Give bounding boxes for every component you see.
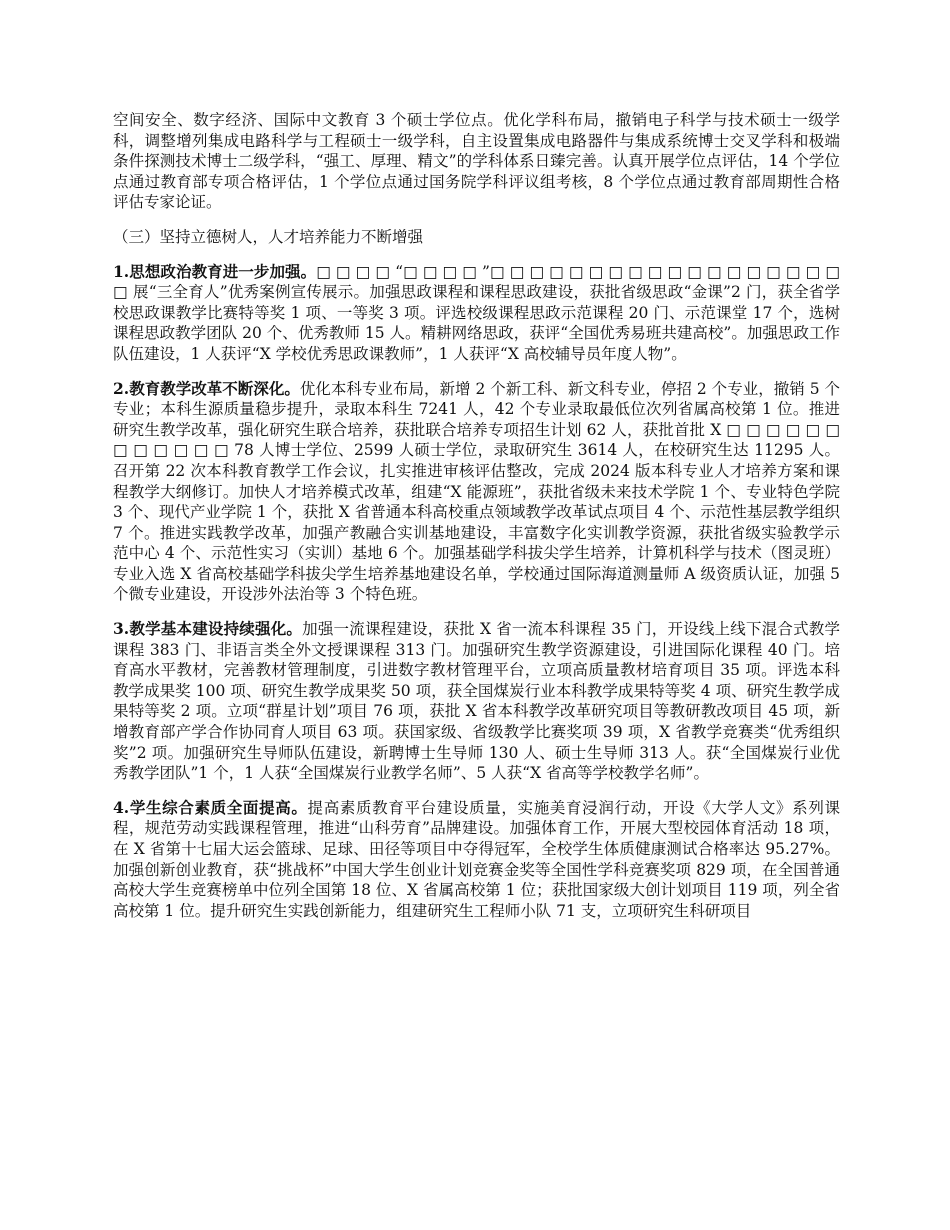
paragraph-body: 加强一流课程建设，获批 X 省一流本科课程 35 门，开设线上线下混合式教学课程 383 门、非语言类全外文授课课程 313 门。加强研究生教学资源建设，引进国际化课程 40 门。培育高水平教材，完善教材管理制度，引进数字教材管理平台，立项高质量教材培育项目 35 项。评选本科教学成果奖 100 项、研究生教学成果奖 50 项，获全国煤炭行业本科教学成果特等奖 4 项、研究生教学成果特等奖 2 项。立项“群星计划”项目 76 项，获批 X 省本科教学改革研究项目等教研教改项目 45 项，新增教育部产学合作协同育人项目 63 项。获国家级、省级教学比赛奖项 39 项，X 省教学竞赛类“优秀组织奖”2 项。加强研究生导师队伍建设，新聘博士生导师 130 人、硕士生导师 313 人。获“全国煤炭行业优秀教学团队”1 个，1 人获“全国煤炭行业教学名师”、5 人获“X 省高等学校教学名师”。 bbox=[113, 620, 840, 783]
paragraph-teaching-reform bbox=[113, 379, 840, 606]
paragraph-lead: 2.教育教学改革不断深化。 bbox=[113, 378, 300, 398]
paragraph-lead: 4.学生综合素质全面提高。 bbox=[113, 797, 308, 817]
paragraph-lead: 1.思想政治教育进一步加强。 bbox=[113, 261, 317, 281]
paragraph-body: 提高素质教育平台建设质量，实施美育浸润行动，开设《大学人文》系列课程，规范劳动实践课程管理，推进“山科劳育”品牌建设。加强体育工作，开展大型校园体育活动 18 项，在 X 省第十七届大运会篮球、足球、田径等项目中夺得冠军，全校学生体质健康测试合格率达 95.27%。加强创新创业教育，获“挑战杯”中国大学生创业计划竞赛金奖等全国性学科竞赛奖项 829 项，在全国普通高校大学生竞赛榜单中位列全国第 18 位、X 省属高校第 1 位；获批国家级大创计划项目 119 项，列全省高校第 1 位。提升研究生实践创新能力，组建研究生工程师小队 71 支，立项研究生科研项目 bbox=[113, 798, 840, 920]
paragraph-body: 优化本科专业布局，新增 2 个新工科、新文科专业，停招 2 个专业，撤销 5 个专业；本科生源质量稳步提升，录取本科生 7241 人，42 个专业录取最低位次列省属高校第 1 位。推进研究生教学改革，强化研究生联合培养，获批联合培养专项招生计划 62 人，获批首批 X □ □ □ □ □ □ □ □ □ □ □ □ 78 人博士学位、2599 人硕士学位，录取研究生 3614 人，在校研究生达 11295 人。召开第 22 次本科教育教学工作会议，扎实推进审核评估整改，完成 2024 版本科专业人才培养方案和课程教学大纲修订。加快人才培养模式改革，组建“X 能源班”，获批省级未来技术学院 1 个、专业特色学院 3 个、现代产业学院 1 个，获批 X 省普通本科高校重点领域教学改革试点项目 4 个、示范性基层教学组织 7 个。推进实践教学改革，加强产教融合实训基地建设，丰富数字化实训教学资源，获批省级实验教学示范中心 4 个、示范性实习（实训）基地 6 个。加强基础学科拔尖学生培养，计算机科学与技术（图灵班）专业入选 X 省高校基础学科拔尖学生培养基地建设名单，学校通过国际海道测量师 A 级资质认证，加强 5 个微专业建设，开设涉外法治等 3 个特色班。 bbox=[113, 379, 841, 604]
document-page bbox=[113, 110, 840, 935]
paragraph-body: □ □ □ □ “□ □ □ □ ”□ □ □ □ □ □ □ □ □ □ □ □ □ □ □ □ □ □ □ 展“三全育人”优秀案例宣传展示。加强思政课程和课程思政建设，获批省级思政“金课”2 门，获全省学校思政课教学比赛特等奖 1 项、一等奖 3 项。评选校级课程思政示范课程 20 门、示范课堂 17 个，选树课程思政教学团队 20 个、优秀教师 15 人。精耕网络思政，获评“全国优秀易班共建高校”。加强思政工作队伍建设，1 人获评“X 学校优秀思政课教师”，1 人获评“X 高校辅导员年度人物”。 bbox=[113, 262, 840, 363]
paragraph-ideological-education bbox=[113, 262, 840, 365]
paragraph-teaching-construction bbox=[113, 619, 840, 784]
paragraph-student-quality bbox=[113, 798, 840, 922]
section-title: （三）坚持立德树人，人才培养能力不断增强 bbox=[113, 227, 424, 246]
paragraph-lead: 3.教学基本建设持续强化。 bbox=[113, 619, 303, 639]
paragraph-degree-points: 空间安全、数字经济、国际中文教育 3 个硕士学位点。优化学科布局，撤销电子科学与技术硕士一级学科，调整增列集成电路科学与工程硕士一级学科，自主设置集成电路器件与集成系统博士交叉学科和极端条件探测技术博士二级学科，“强工、厚理、精文”的学科体系日臻完善。认真开展学位点评估，14 个学位点通过教育部专项合格评估，1 个学位点通过国务院学科评议组考核，8 个学位点通过教育部周期性合格评估专家论证。 bbox=[113, 111, 840, 212]
